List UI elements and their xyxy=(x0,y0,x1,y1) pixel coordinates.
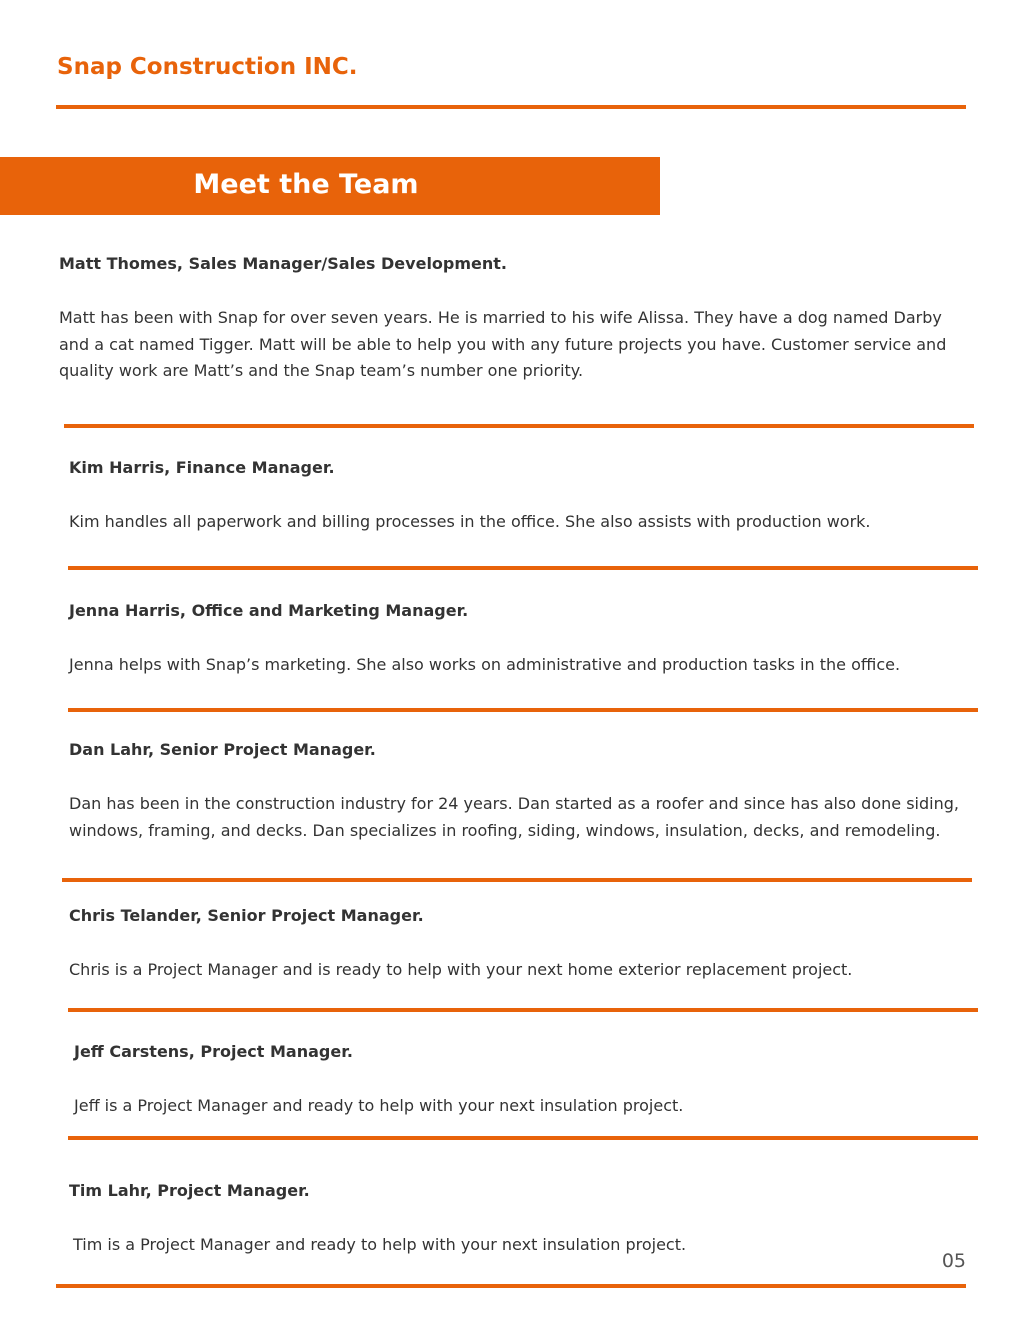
team-member-chris xyxy=(69,905,974,984)
member-bio: Jenna helps with Snap’s marketing. She also works on administrative and production tasks in the office. xyxy=(69,655,901,674)
member-divider xyxy=(68,1136,978,1140)
member-name: Chris Telander, Senior Project Manager. xyxy=(69,906,424,925)
section-banner xyxy=(0,157,660,215)
page-number: 05 xyxy=(941,1250,966,1272)
team-member-matt xyxy=(59,253,974,385)
member-bio: Dan has been in the construction industry for 24 years. Dan started as a roofer and since has also done siding, windows, framing, and decks. Dan specializes in roofing, siding, windows, insulation, decks, and remodeling. xyxy=(69,794,959,840)
member-bio: Matt has been with Snap for over seven years. He is married to his wife Alissa. They have a dog named Darby and a cat named Tigger. Matt will be able to help you with any future projects you have. Customer service and quality work are Matt’s and the Snap team’s number one priority. xyxy=(59,308,947,380)
member-name: Kim Harris, Finance Manager. xyxy=(69,458,335,477)
member-bio: Chris is a Project Manager and is ready to help with your next home exterior replacement project. xyxy=(69,960,853,979)
team-member-tim xyxy=(69,1180,974,1259)
team-member-jeff xyxy=(74,1041,974,1120)
member-bio: Jeff is a Project Manager and ready to help with your next insulation project. xyxy=(74,1096,684,1115)
member-name: Jenna Harris, Office and Marketing Manager. xyxy=(69,601,469,620)
member-divider xyxy=(68,708,978,712)
member-divider xyxy=(68,566,978,570)
team-member-dan xyxy=(69,739,979,844)
member-divider xyxy=(68,1008,978,1012)
member-bio: Kim handles all paperwork and billing processes in the office. She also assists with production work. xyxy=(69,512,871,531)
member-name: Dan Lahr, Senior Project Manager. xyxy=(69,740,376,759)
member-divider xyxy=(64,424,974,428)
team-member-kim xyxy=(69,457,974,536)
team-member-jenna xyxy=(69,600,974,679)
member-name: Tim Lahr, Project Manager. xyxy=(69,1181,310,1200)
company-name: Snap Construction INC. xyxy=(57,54,358,80)
member-divider xyxy=(62,878,972,882)
member-bio: Tim is a Project Manager and ready to help with your next insulation project. xyxy=(73,1235,687,1254)
header-divider xyxy=(56,105,966,109)
footer-divider xyxy=(56,1284,966,1288)
section-title: Meet the Team xyxy=(193,169,419,200)
member-name: Matt Thomes, Sales Manager/Sales Development. xyxy=(59,254,508,273)
member-name: Jeff Carstens, Project Manager. xyxy=(74,1042,353,1061)
